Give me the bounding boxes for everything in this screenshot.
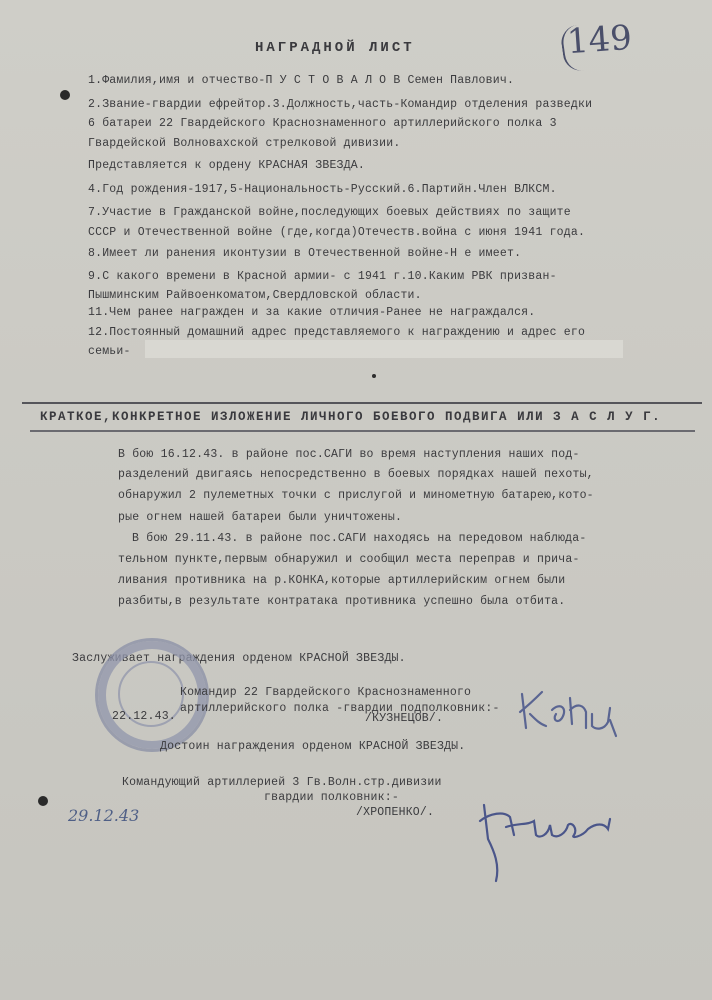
redacted-address <box>145 340 623 358</box>
field-line-6: 4.Год рождения-1917,5-Национальность-Русский.6.Партийн.Член ВЛКСМ. <box>88 183 557 196</box>
narrative-line-6: тельном пункте,первым обнаружил и сообщил места переправ и прича- <box>118 553 580 566</box>
conclusion-commander-1: Заслуживает награждения орденом КРАСНОЙ ЗВЕЗДЫ. <box>72 652 406 665</box>
field-line-14: семьи- <box>88 345 131 358</box>
narrative-line-7: ливания противника на р.КОНКА,которые артиллерийским огнем были <box>118 574 566 587</box>
field-line-12: 11.Чем ранее награжден и за какие отличия-Ранее не награждался. <box>88 306 536 319</box>
field-line-1: 1.Фамилия,имя и отчество-П У С Т О В А Л О В Семен Павлович. <box>88 74 515 87</box>
commander-1-title-b: артиллерийского полка -гвардии подполковник:- <box>180 702 500 715</box>
narrative-line-1: В бою 16.12.43. в районе пос.САГИ во время наступления наших под- <box>118 448 580 461</box>
commander-1-name: /КУЗНЕЦОВ/. <box>365 712 444 725</box>
commander-1-title-a: Командир 22 Гвардейского Краснознаменного <box>180 686 472 699</box>
field-line-2: 2.Звание-гвардии ефрейтор.3.Должность,часть-Командир отделения разведки <box>88 98 593 111</box>
signature-khropenko <box>470 795 630 885</box>
feat-section-title: КРАТКОЕ,КОНКРЕТНОЕ ИЗЛОЖЕНИЕ ЛИЧНОГО БОЕВОГО ПОДВИГА ИЛИ З А С Л У Г. <box>40 410 662 424</box>
narrative-line-4: рые огнем нашей батареи были уничтожены. <box>118 511 403 524</box>
signature-kuznetsov <box>512 680 632 740</box>
punch-hole-top <box>60 90 70 100</box>
commander-2-title: Командующий артиллерией 3 Гв.Волн.стр.дивизии <box>122 776 442 789</box>
handwritten-date: 29.12.43 <box>68 806 140 825</box>
field-line-10: 9.С какого времени в Красной армии- с 1941 г.10.Каким РВК призван- <box>88 270 557 283</box>
mark-dot <box>372 374 376 378</box>
commander-2-name: /ХРОПЕНКО/. <box>356 806 435 819</box>
section-underline <box>30 430 695 432</box>
archive-number: 149 <box>565 17 634 63</box>
field-line-9: 8.Имеет ли ранения иконтузии в Отечественной войне-Н е имеет. <box>88 247 522 260</box>
commander-1-date: 22.12.43. <box>112 710 176 723</box>
field-line-11: Пышминским Райвоенкоматом,Свердловской области. <box>88 289 422 302</box>
narrative-line-8: разбиты,в результате контратака противника успешно была отбита. <box>118 595 566 608</box>
narrative-line-2: разделений двигаясь непосредственно в боевых порядках нашей пехоты, <box>118 468 594 481</box>
field-line-7: 7.Участие в Гражданской войне,последующих боевых действиях по защите <box>88 206 571 219</box>
conclusion-commander-2: Достоин награждения орденом КРАСНОЙ ЗВЕЗДЫ. <box>160 740 466 753</box>
section-divider <box>22 402 702 404</box>
field-line-4: Гвардейской Волновахской стрелковой дивизии. <box>88 137 401 150</box>
narrative-line-3: обнаружил 2 пулеметных точки с прислугой и минометную батарею,кото- <box>118 489 594 502</box>
document-title: НАГРАДНОЙ ЛИСТ <box>255 40 415 56</box>
narrative-line-5: В бою 29.11.43. в районе пос.САГИ находясь на передовом наблюда- <box>132 532 587 545</box>
field-line-8: СССР и Отечественной войне (где,когда)Отечеств.война с июня 1941 года. <box>88 226 586 239</box>
punch-hole-bottom <box>38 796 48 806</box>
commander-2-rank: гвардии полковник:- <box>264 791 399 804</box>
field-line-13: 12.Постоянный домашний адрес представляемого к награждению и адрес его <box>88 326 586 339</box>
field-line-3: 6 батареи 22 Гвардейского Краснознаменного артиллерийского полка 3 <box>88 117 557 130</box>
field-line-5: Представляется к ордену КРАСНАЯ ЗВЕЗДА. <box>88 159 365 172</box>
